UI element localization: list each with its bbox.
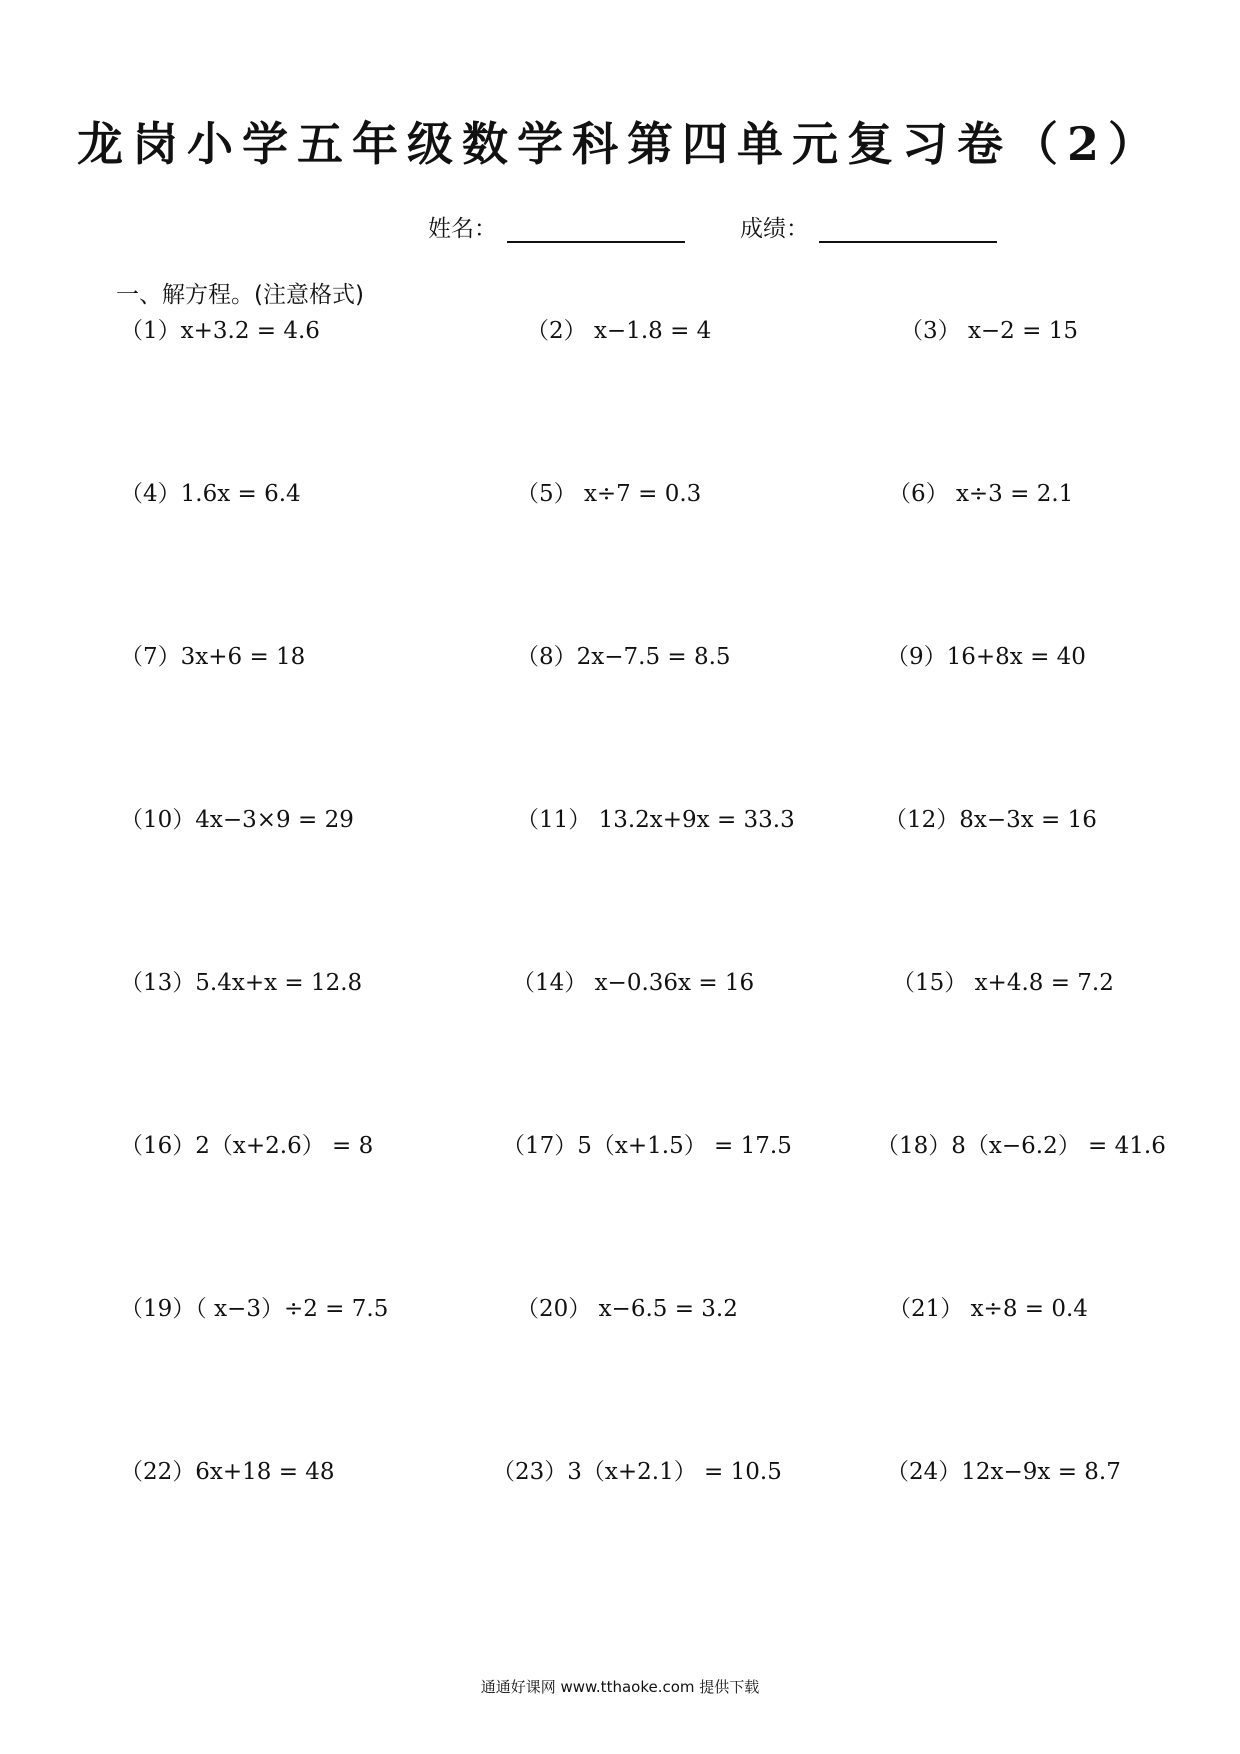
- question-15: （15） x+4.8 = 7.2: [892, 970, 1114, 996]
- question-13: （13）5.4x+x = 12.8: [120, 970, 363, 996]
- question-24: （24）12x−9x = 8.7: [886, 1459, 1121, 1485]
- question-14: （14） x−0.36x = 16: [512, 970, 755, 996]
- question-11: （11） 13.2x+9x = 33.3: [516, 807, 795, 833]
- question-8: （8）2x−7.5 = 8.5: [516, 644, 731, 670]
- question-17: （17）5（x+1.5） = 17.5: [502, 1133, 792, 1159]
- name-label: 姓名：: [428, 216, 497, 242]
- question-3: （3） x−2 = 15: [900, 318, 1078, 344]
- question-2: （2） x−1.8 = 4: [526, 318, 712, 344]
- footer-text: 通通好课网 www.tthaoke.com 提供下载: [480, 1678, 760, 1696]
- name-field: [428, 210, 685, 243]
- name-blank[interactable]: [507, 217, 685, 243]
- question-18: （18）8（x−6.2） = 41.6: [876, 1133, 1166, 1159]
- question-23: （23）3（x+2.1） = 10.5: [492, 1459, 782, 1485]
- question-4: （4）1.6x = 6.4: [120, 481, 301, 507]
- page-title: 龙岗小学五年级数学科第四单元复习卷（2）: [76, 117, 1163, 171]
- question-6: （6） x÷3 = 2.1: [888, 481, 1074, 507]
- question-20: （20） x−6.5 = 3.2: [516, 1296, 738, 1322]
- question-10: （10）4x−3×9 = 29: [120, 807, 354, 833]
- question-21: （21） x÷8 = 0.4: [888, 1296, 1088, 1322]
- question-1: （1）x+3.2 = 4.6: [120, 318, 320, 344]
- question-19: （19）（ x−3）÷2 = 7.5: [120, 1296, 389, 1322]
- score-field: [740, 210, 997, 243]
- score-blank[interactable]: [819, 217, 997, 243]
- question-5: （5） x÷7 = 0.3: [516, 481, 702, 507]
- question-9: （9）16+8x = 40: [886, 644, 1086, 670]
- question-12: （12）8x−3x = 16: [884, 807, 1097, 833]
- question-7: （7）3x+6 = 18: [120, 644, 306, 670]
- question-22: （22）6x+18 = 48: [120, 1459, 335, 1485]
- question-16: （16）2（x+2.6） = 8: [120, 1133, 374, 1159]
- score-label: 成绩：: [740, 216, 809, 242]
- section-heading: 一、解方程。(注意格式): [116, 282, 364, 308]
